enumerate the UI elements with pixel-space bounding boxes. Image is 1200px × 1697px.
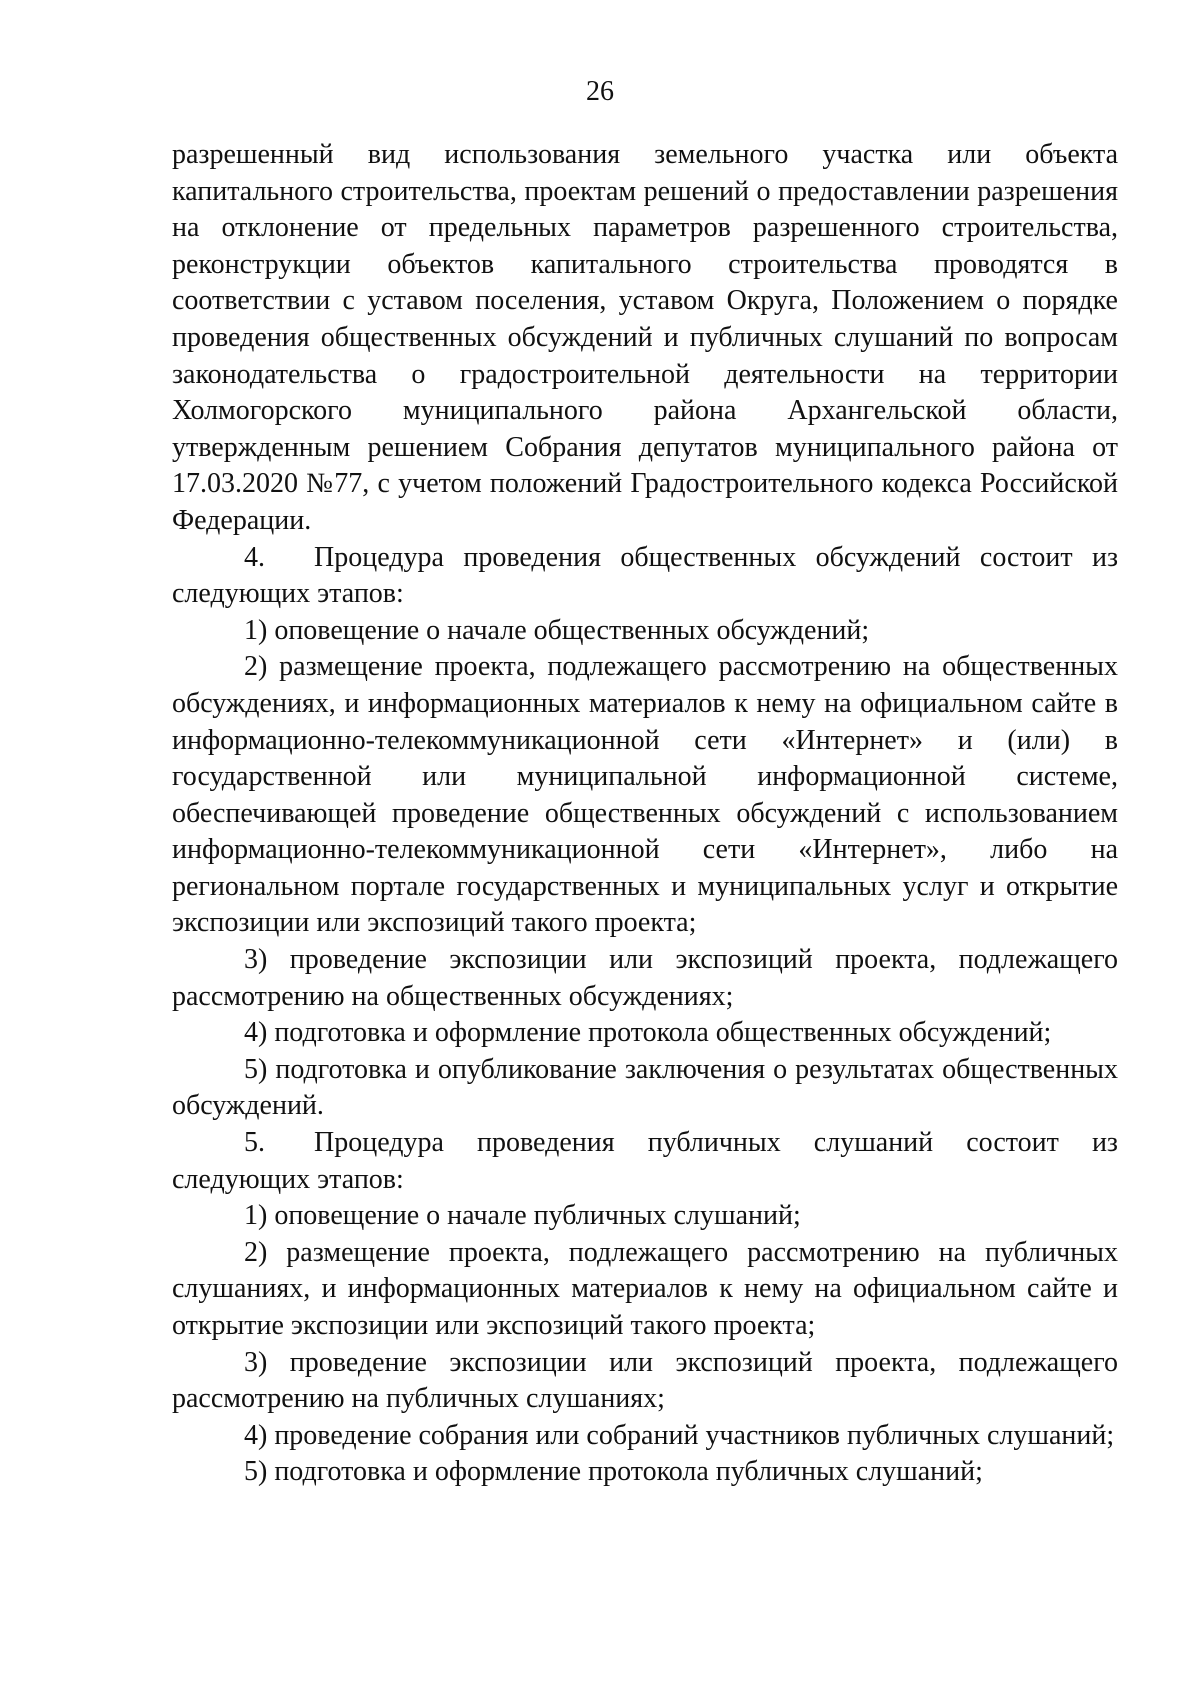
list-item: 2) размещение проекта, подлежащего рассмотрению на общественных обсуждениях, и информационных материалов к нему на официальном сайте в информационно-телекоммуникационной сети «Интернет» и (или) в государственной или муниципальной информационной системе, обеспечивающей проведение общественных обсуждений с использованием информационно-телекоммуникационной сети «Интернет», либо на региональном портале государственных и муниципальных услуг и открытие экспозиции или экспозиций такого проекта; <box>172 651 1118 939</box>
list-item: 5) подготовка и оформление протокола публичных слушаний; <box>244 1456 983 1488</box>
paragraph-continuation: разрешенный вид использования земельного участка или объекта капитального строительства, проектам решений о предоставлении разрешения на отклонение от предельных параметров разрешенного строительства, реконструкции объектов капитального строительства проводятся в соответствии с уставом поселения, уставом Округа, Положением о порядке проведения общественных обсуждений и публичных слушаний по вопросам законодательства о градостроительной деятельности на территории Холмогорского муниципального района Архангельской области, утвержденным решением Собрания депутатов муниципального района от 17.03.2020 №77, с учетом положений Градостроительного кодекса Российской Федерации. <box>172 139 1118 536</box>
list-item: 3) проведение экспозиции или экспозиций проекта, подлежащего рассмотрению на общественных обсуждениях; <box>172 944 1118 1012</box>
paragraph-number: 4. <box>244 541 265 573</box>
document-body <box>172 137 1118 1491</box>
paragraph-text: Процедура проведения публичных слушаний состоит из следующих этапов: <box>172 1127 1118 1195</box>
paragraph-text: Процедура проведения общественных обсуждений состоит из следующих этапов: <box>172 541 1118 610</box>
list-item: 2) размещение проекта, подлежащего рассмотрению на публичных слушаниях, и информационных материалов к нему на официальном сайте и открытие экспозиции или экспозиций такого проекта; <box>172 1236 1118 1341</box>
paragraph-item-4 <box>172 540 1118 613</box>
list-item: 4) проведение собрания или собраний участников публичных слушаний; <box>244 1419 1115 1451</box>
list-item: 5) подготовка и опубликование заключения о результатах общественных обсуждений. <box>172 1053 1118 1122</box>
paragraph-item-5 <box>172 1125 1118 1198</box>
page-number: 26 <box>586 76 614 107</box>
list-item: 4) подготовка и оформление протокола общественных обсуждений; <box>244 1017 1052 1049</box>
list-item: 1) оповещение о начале публичных слушаний; <box>244 1200 801 1232</box>
paragraph-number: 5. <box>244 1127 265 1159</box>
list-item: 3) проведение экспозиции или экспозиций проекта, подлежащего рассмотрению на публичных слушаниях; <box>172 1346 1118 1415</box>
list-item: 1) оповещение о начале общественных обсуждений; <box>244 614 870 646</box>
